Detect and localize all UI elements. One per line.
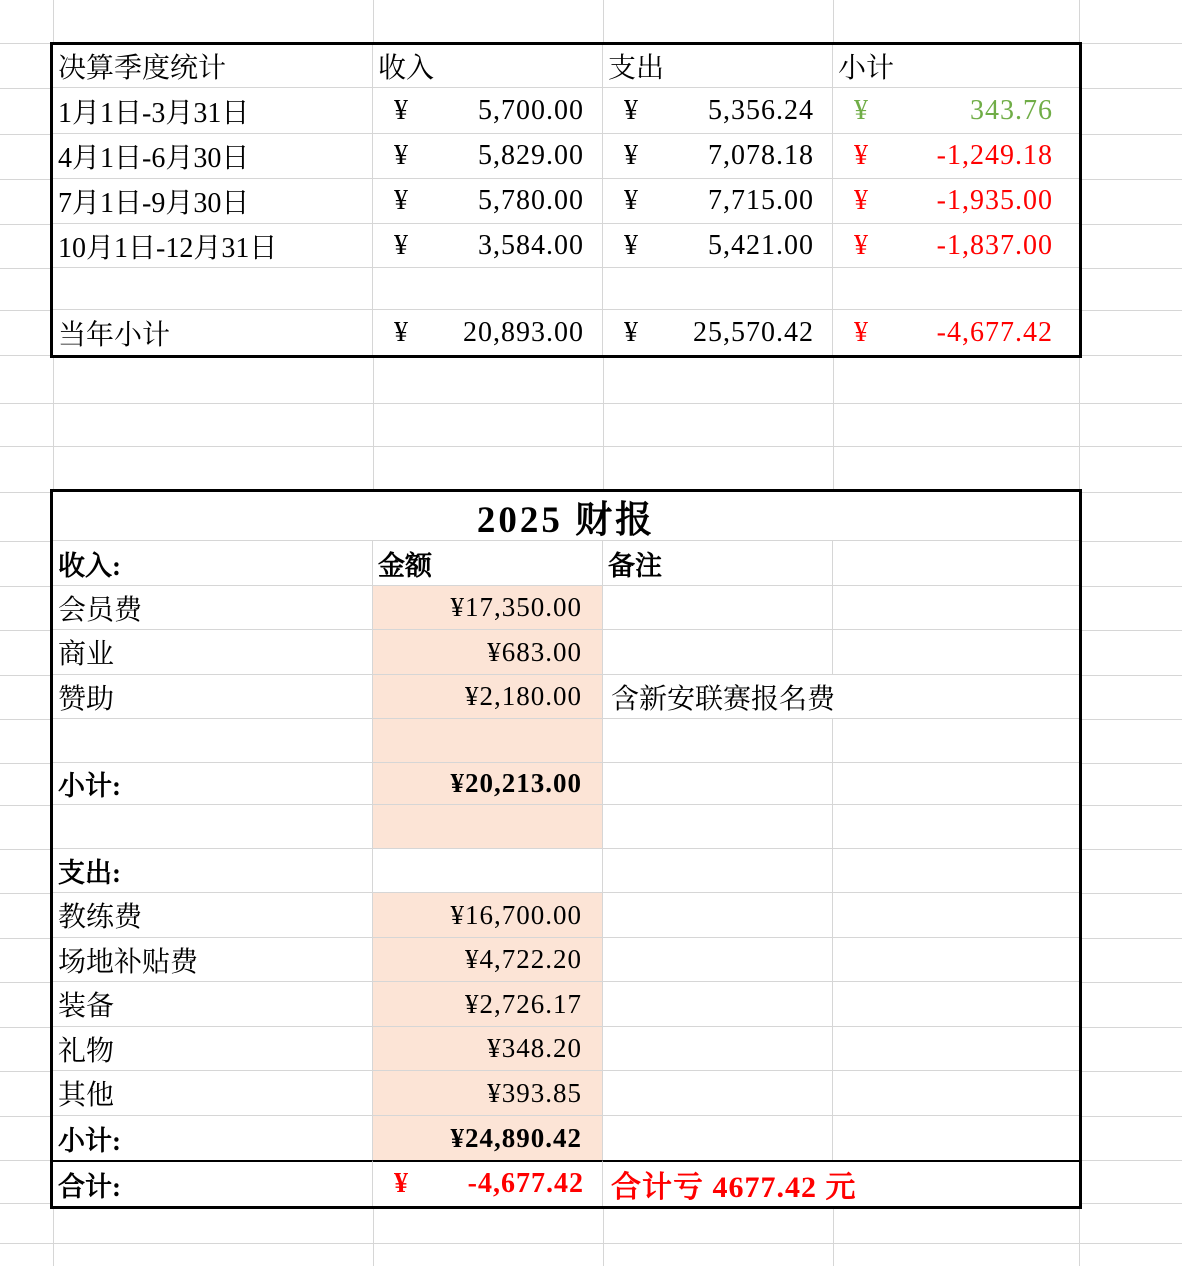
empty-cell[interactable] xyxy=(833,541,1079,586)
expense-row-amount[interactable]: ¥4,722.20 xyxy=(373,938,603,982)
empty-cell[interactable] xyxy=(603,982,833,1027)
empty-cell[interactable] xyxy=(603,849,833,893)
empty-cell[interactable] xyxy=(833,1027,1079,1071)
expense-row-label[interactable]: 其他 xyxy=(53,1071,373,1116)
q4-subtotal-cell[interactable] xyxy=(833,224,1079,268)
empty-cell[interactable] xyxy=(373,849,603,893)
year-total-expense-value: 25,570.42 xyxy=(693,316,814,348)
currency-symbol: ¥ xyxy=(854,185,869,216)
q2-expense-value: 7,078.18 xyxy=(708,140,814,171)
quarterly-table xyxy=(50,42,1082,358)
currency-symbol: ¥ xyxy=(394,94,409,126)
q3-expense-value: 7,715.00 xyxy=(708,185,814,216)
income-row-note[interactable] xyxy=(603,630,833,675)
q2-subtotal-cell[interactable] xyxy=(833,134,1079,179)
currency-symbol: ¥ xyxy=(854,140,869,171)
q1-subtotal-value: 343.76 xyxy=(970,94,1053,126)
year-total-expense-cell[interactable] xyxy=(603,310,833,355)
expense-section-header[interactable]: 支出: xyxy=(53,849,373,893)
income-row-note[interactable]: 含新安联赛报名费 xyxy=(603,675,1079,719)
currency-symbol: ¥ xyxy=(394,140,409,171)
year-total-subtotal-cell[interactable] xyxy=(833,310,1079,355)
empty-cell[interactable] xyxy=(373,805,603,849)
empty-cell[interactable] xyxy=(373,719,603,763)
q1-period-cell[interactable]: 1月1日-3月31日 xyxy=(53,88,373,134)
year-total-income-cell[interactable] xyxy=(373,310,603,355)
currency-symbol: ¥ xyxy=(394,316,409,348)
empty-cell[interactable] xyxy=(833,763,1079,805)
gridline xyxy=(0,403,1182,404)
income-section-header[interactable]: 收入: xyxy=(53,541,373,586)
expense-row-amount[interactable]: ¥393.85 xyxy=(373,1071,603,1116)
q2-income-cell[interactable] xyxy=(373,134,603,179)
q3-period-cell[interactable]: 7月1日-9月30日 xyxy=(53,179,373,224)
currency-symbol: ¥ xyxy=(624,229,639,261)
currency-symbol: ¥ xyxy=(624,316,639,348)
expense-row-label[interactable]: 礼物 xyxy=(53,1027,373,1071)
expense-row-amount[interactable]: ¥348.20 xyxy=(373,1027,603,1071)
grand-total-amount-value: -4,677.42 xyxy=(467,1168,584,1199)
expense-row-label[interactable]: 教练费 xyxy=(53,893,373,938)
empty-cell[interactable] xyxy=(833,719,1079,763)
q4-expense-value: 5,421.00 xyxy=(708,229,814,261)
q4-income-cell[interactable] xyxy=(373,224,603,268)
currency-symbol: ¥ xyxy=(394,229,409,261)
q3-expense-cell[interactable] xyxy=(603,179,833,224)
report-title[interactable]: 2025 财报 xyxy=(53,492,1079,541)
empty-cell[interactable] xyxy=(603,893,833,938)
empty-cell[interactable] xyxy=(53,719,373,763)
expense-row-label[interactable]: 装备 xyxy=(53,982,373,1027)
note-column-header[interactable]: 备注 xyxy=(603,541,833,586)
income-row-note[interactable] xyxy=(603,586,833,630)
expense-row-amount[interactable]: ¥16,700.00 xyxy=(373,893,603,938)
grand-total-note[interactable]: 合计亏 4677.42 元 xyxy=(603,1160,1079,1206)
q3-income-cell[interactable] xyxy=(373,179,603,224)
empty-cell[interactable] xyxy=(603,1071,833,1116)
q3-subtotal-cell[interactable] xyxy=(833,179,1079,224)
empty-cell[interactable] xyxy=(833,268,1079,310)
quarterly-header-period[interactable]: 决算季度统计 xyxy=(53,45,373,88)
currency-symbol: ¥ xyxy=(854,94,869,126)
currency-symbol: ¥ xyxy=(624,140,639,171)
grand-total-label[interactable]: 合计: xyxy=(53,1160,373,1206)
expense-subtotal-label[interactable]: 小计: xyxy=(53,1116,373,1160)
amount-column-header[interactable]: 金额 xyxy=(373,541,603,586)
quarterly-header-subtotal[interactable]: 小计 xyxy=(833,45,1079,88)
q2-expense-cell[interactable] xyxy=(603,134,833,179)
empty-cell[interactable] xyxy=(603,1116,833,1160)
q3-subtotal-value: -1,935.00 xyxy=(936,185,1053,216)
income-subtotal-label[interactable]: 小计: xyxy=(53,763,373,805)
empty-cell[interactable] xyxy=(833,938,1079,982)
empty-cell[interactable] xyxy=(833,1071,1079,1116)
empty-cell[interactable] xyxy=(53,805,373,849)
empty-cell[interactable] xyxy=(603,763,833,805)
empty-cell[interactable] xyxy=(833,982,1079,1027)
income-row-amount[interactable]: ¥2,180.00 xyxy=(373,675,603,719)
gridline xyxy=(0,446,1182,447)
q4-period-cell[interactable]: 10月1日-12月31日 xyxy=(53,224,373,268)
q3-income-value: 5,780.00 xyxy=(478,185,584,216)
empty-cell[interactable] xyxy=(833,1116,1079,1160)
q2-period-cell[interactable]: 4月1日-6月30日 xyxy=(53,134,373,179)
empty-cell[interactable] xyxy=(373,268,603,310)
income-row-amount[interactable]: ¥683.00 xyxy=(373,630,603,675)
q1-income-cell[interactable] xyxy=(373,88,603,134)
empty-cell[interactable] xyxy=(603,805,833,849)
q1-expense-value: 5,356.24 xyxy=(708,94,814,126)
currency-symbol: ¥ xyxy=(394,1168,409,1199)
grand-total-amount-cell[interactable] xyxy=(373,1160,603,1206)
currency-symbol: ¥ xyxy=(624,185,639,216)
empty-cell[interactable] xyxy=(833,805,1079,849)
q4-subtotal-value: -1,837.00 xyxy=(936,229,1053,261)
empty-cell[interactable] xyxy=(603,719,833,763)
expense-row-amount[interactable]: ¥2,726.17 xyxy=(373,982,603,1027)
empty-cell[interactable] xyxy=(833,586,1079,630)
expense-subtotal-amount[interactable]: ¥24,890.42 xyxy=(373,1116,603,1160)
q4-expense-cell[interactable] xyxy=(603,224,833,268)
income-row-label[interactable]: 赞助 xyxy=(53,675,373,719)
empty-cell[interactable] xyxy=(603,1027,833,1071)
income-row-label[interactable]: 会员费 xyxy=(53,586,373,630)
quarterly-header-income[interactable]: 收入 xyxy=(373,45,603,88)
q2-income-value: 5,829.00 xyxy=(478,140,584,171)
currency-symbol: ¥ xyxy=(624,94,639,126)
currency-symbol: ¥ xyxy=(854,229,869,261)
empty-cell[interactable] xyxy=(833,630,1079,675)
q4-income-value: 3,584.00 xyxy=(478,229,584,261)
currency-symbol: ¥ xyxy=(394,185,409,216)
gridline xyxy=(0,1243,1182,1244)
income-subtotal-amount[interactable]: ¥20,213.00 xyxy=(373,763,603,805)
q1-expense-cell[interactable] xyxy=(603,88,833,134)
expense-row-label[interactable]: 场地补贴费 xyxy=(53,938,373,982)
year-total-subtotal-value: -4,677.42 xyxy=(936,316,1053,348)
empty-cell[interactable] xyxy=(53,268,373,310)
year-total-income-value: 20,893.00 xyxy=(463,316,584,348)
q2-subtotal-value: -1,249.18 xyxy=(936,140,1053,171)
income-row-amount[interactable]: ¥17,350.00 xyxy=(373,586,603,630)
q1-income-value: 5,700.00 xyxy=(478,94,584,126)
empty-cell[interactable] xyxy=(603,938,833,982)
empty-cell[interactable] xyxy=(603,268,833,310)
q1-subtotal-cell[interactable] xyxy=(833,88,1079,134)
quarterly-header-expense[interactable]: 支出 xyxy=(603,45,833,88)
year-total-label-cell[interactable]: 当年小计 xyxy=(53,310,373,355)
currency-symbol: ¥ xyxy=(854,316,869,348)
empty-cell[interactable] xyxy=(833,849,1079,893)
empty-cell[interactable] xyxy=(833,893,1079,938)
income-row-label[interactable]: 商业 xyxy=(53,630,373,675)
annual-report-table xyxy=(50,489,1082,1209)
